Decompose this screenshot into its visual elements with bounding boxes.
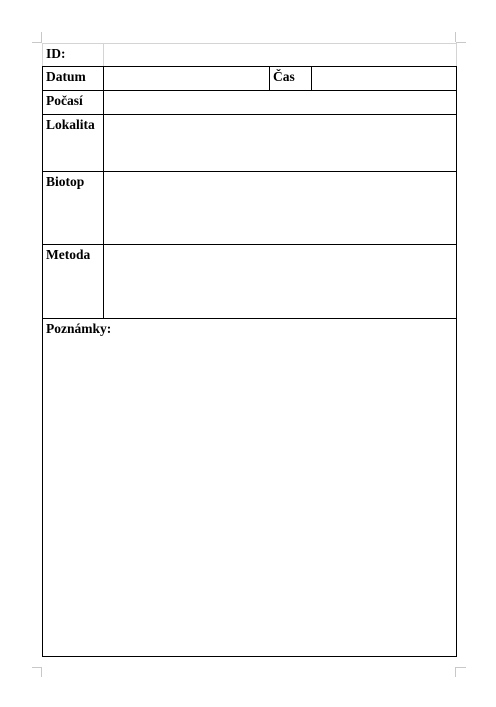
crop-mark-bottom-left-vertical xyxy=(41,667,42,677)
crop-mark-top-left-vertical xyxy=(41,32,42,42)
crop-mark-bottom-right-horizontal xyxy=(456,667,466,668)
crop-mark-bottom-right-vertical xyxy=(455,667,456,677)
id-row xyxy=(43,44,457,67)
poznamky-area[interactable] xyxy=(43,319,457,657)
datum-label: Datum xyxy=(43,67,104,91)
crop-mark-top-left-horizontal xyxy=(32,42,42,43)
id-label: ID: xyxy=(43,44,104,67)
biotop-field[interactable] xyxy=(104,172,457,245)
poznamky-label: Poznámky: xyxy=(46,321,112,336)
biotop-label: Biotop xyxy=(43,172,104,245)
field-record-form xyxy=(42,43,457,657)
datum-row xyxy=(43,67,457,91)
metoda-row xyxy=(43,245,457,319)
metoda-field[interactable] xyxy=(104,245,457,319)
pocasi-row xyxy=(43,91,457,115)
crop-mark-top-right-horizontal xyxy=(456,42,466,43)
pocasi-label: Počasí xyxy=(43,91,104,115)
crop-mark-top-right-vertical xyxy=(455,32,456,42)
cas-field[interactable] xyxy=(312,67,457,91)
id-field[interactable] xyxy=(104,44,457,67)
datum-field[interactable] xyxy=(104,67,270,91)
lokalita-row xyxy=(43,115,457,172)
biotop-row xyxy=(43,172,457,245)
metoda-label: Metoda xyxy=(43,245,104,319)
crop-mark-bottom-left-horizontal xyxy=(32,667,42,668)
cas-label: Čas xyxy=(270,67,312,91)
lokalita-field[interactable] xyxy=(104,115,457,172)
poznamky-row xyxy=(43,319,457,657)
lokalita-label: Lokalita xyxy=(43,115,104,172)
pocasi-field[interactable] xyxy=(104,91,457,115)
